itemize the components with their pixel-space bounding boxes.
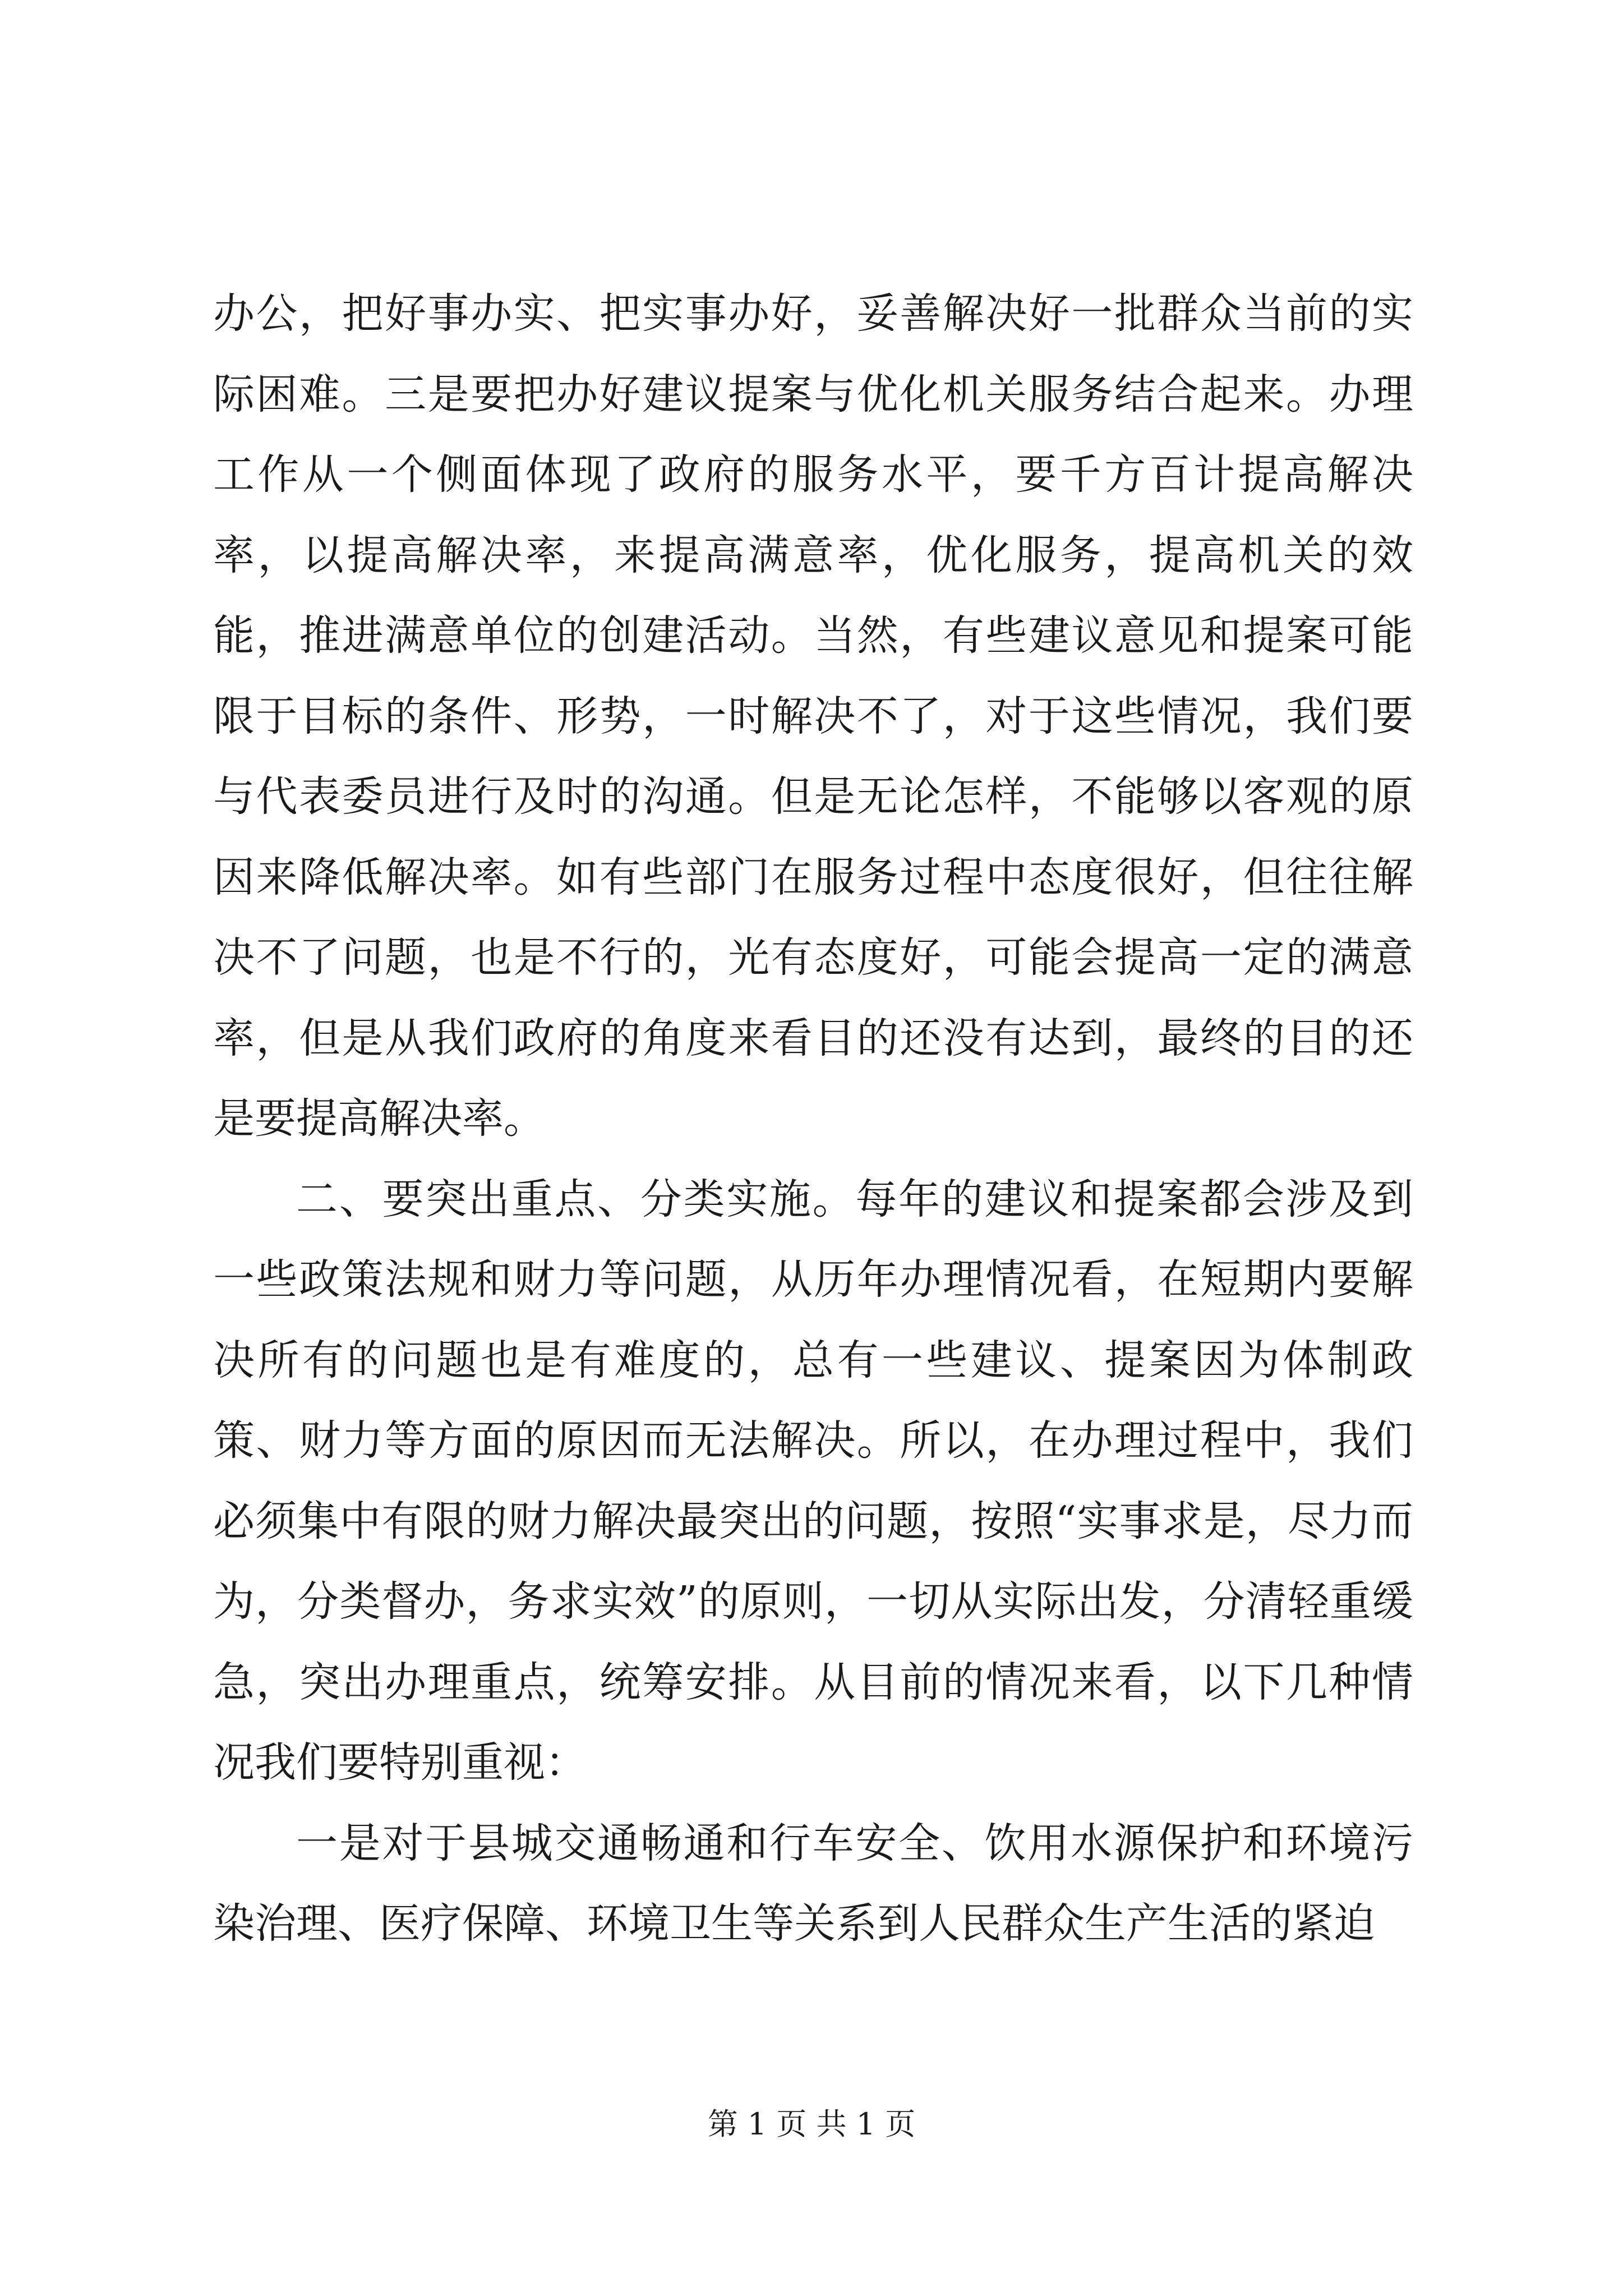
paragraph-3: 一是对于县城交通畅通和行车安全、饮用水源保护和环境污染治理、医疗保障、环境卫生等关系到人民群众生产生活的紧迫 xyxy=(213,1819,1413,1948)
paragraph-2: 二、要突出重点、分类实施。每年的建议和提案都会涉及到一些政策法规和财力等问题，从历年办理情况看，在短期内要解决所有的问题也是有难度的，总有一些建议、提案因为体制政策、财力等方面的原因而无法解决。所以，在办理过程中，我们必须集中有限的财力解决最突出的问题，按照“实事求是，尽力而为，分类督办，务求实效”的原则，一切从实际出发，分清轻重缓急，突出办理重点，统筹安排。从目前的情况来看，以下几种情况我们要特别重视： xyxy=(213,1175,1413,1787)
page-footer: 第 1 页 共 1 页 xyxy=(707,2106,916,2142)
body-text xyxy=(213,274,1413,1964)
paragraph-1: 办公，把好事办实、把实事办好，妥善解决好一批群众当前的实际困难。三是要把办好建议提案与优化机关服务结合起来。办理工作从一个侧面体现了政府的服务水平，要千方百计提高解决率，以提高解决率，来提高满意率，优化服务，提高机关的效能，推进满意单位的创建活动。当然，有些建议意见和提案可能限于目标的条件、形势，一时解决不了，对于这些情况，我们要与代表委员进行及时的沟通。但是无论怎样，不能够以客观的原因来降低解决率。如有些部门在服务过程中态度很好，但往往解决不了问题，也是不行的，光有态度好，可能会提高一定的满意率，但是从我们政府的角度来看目的还没有达到，最终的目的还是要提高解决率。 xyxy=(213,289,1413,1143)
